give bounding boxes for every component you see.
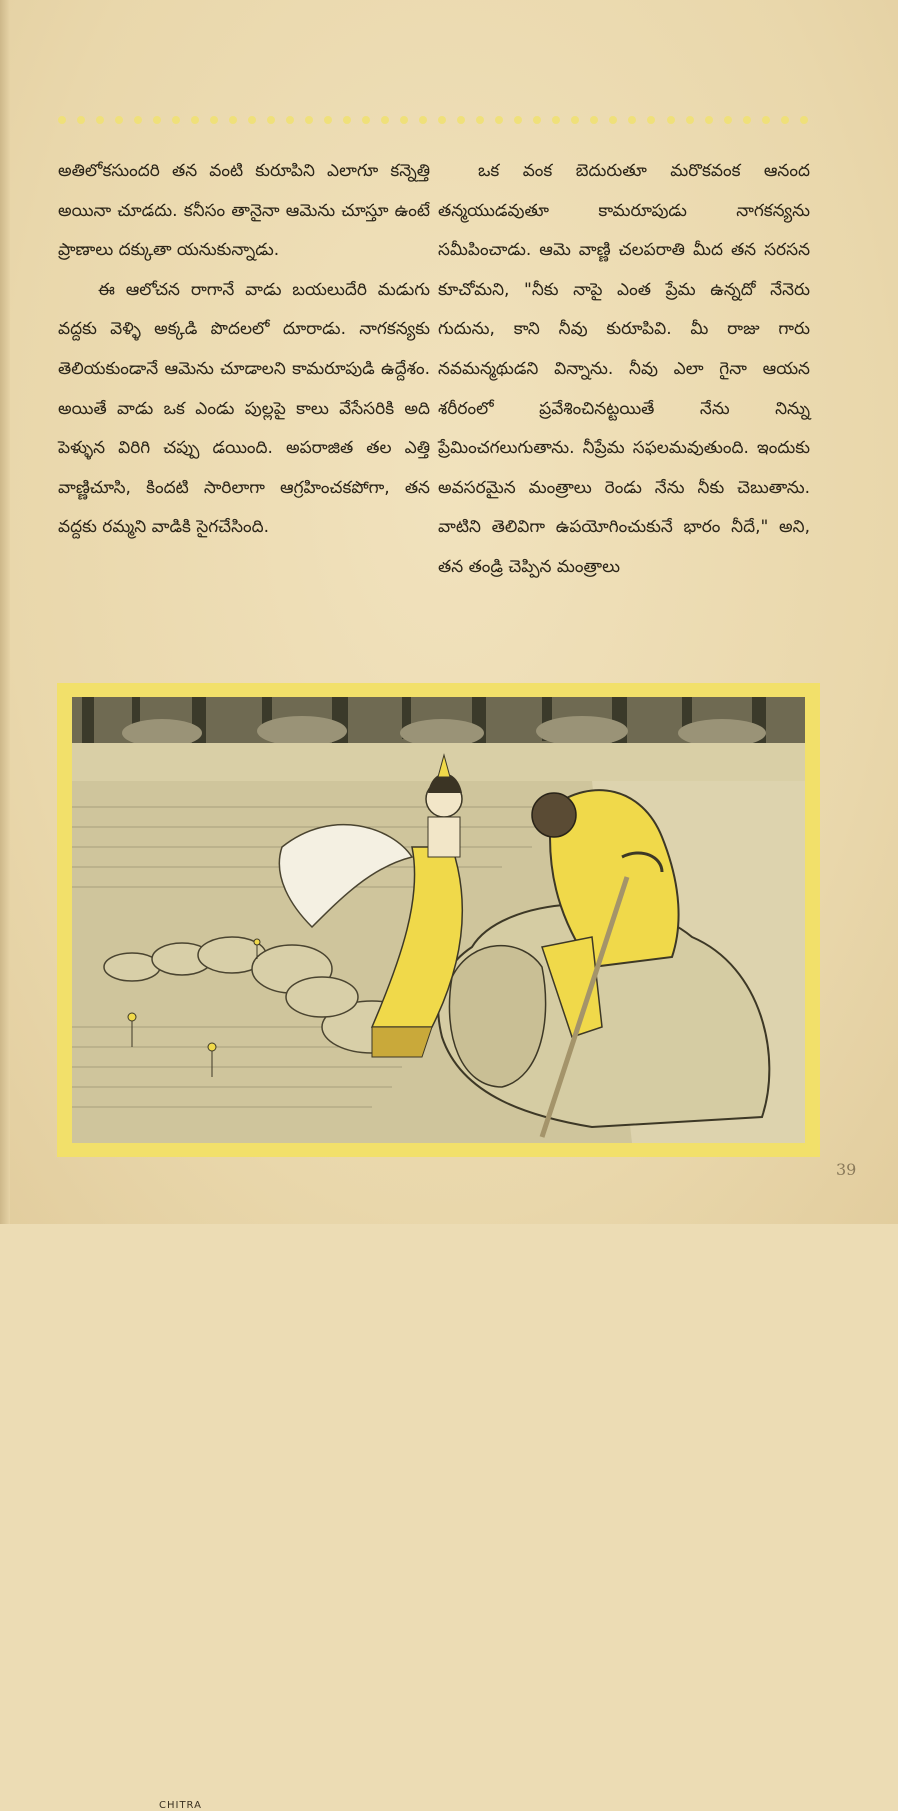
artist-signature: CHITRA (159, 1800, 202, 1811)
decorative-dot (134, 116, 142, 124)
decorative-dot (571, 116, 579, 124)
decorative-dot (800, 116, 808, 124)
decorative-dot (438, 116, 446, 124)
page-number: 39 (836, 1160, 857, 1179)
paragraph: అతిలోకసుందరి తన వంటి కురూపిని ఎలాగూ కన్నెత్తి అయినా చూడదు. కనీసం తానైనా ఆమెను చూస్తూ ఉంటే ప్రాణాలు దక్కుతా యనుకున్నాడు. (58, 161, 430, 261)
decorative-dot (305, 116, 313, 124)
left-text-column (58, 152, 430, 548)
decorative-dot (457, 116, 465, 124)
decorative-dot (667, 116, 675, 124)
decorative-dot (647, 116, 655, 124)
illustration-frame (57, 683, 820, 1811)
decorative-dot (590, 116, 598, 124)
decorative-dot (343, 116, 351, 124)
decorative-dot (628, 116, 636, 124)
right-text-column (438, 152, 810, 588)
decorative-dot (267, 116, 275, 124)
illustration-naga-maiden-and-hunchback-icon (72, 697, 805, 1143)
decorative-dot (286, 116, 294, 124)
decorative-dot (172, 116, 180, 124)
decorative-dot (552, 116, 560, 124)
decorative-dot (743, 116, 751, 124)
decorative-dot (724, 116, 732, 124)
decorative-dot (781, 116, 789, 124)
page-binding-edge (0, 0, 10, 1224)
decorative-dot (400, 116, 408, 124)
decorative-dot (609, 116, 617, 124)
decorative-dot (77, 116, 85, 124)
paragraph: ఒక వంక బెదురుతూ మరొకవంక ఆనంద తన్మయుడవుతూ కామరూపుడు నాగకన్యను సమీపించాడు. ఆమె వాణ్ణి చలపరాతి మీద తన సరసన కూచోమని, "నీకు నాపై ఎంత ప్రేమ ఉన్నదో నేనెరు గుదును, కాని నీవు కురూపివి. మీ రాజు గారు నవమన్మథుడని విన్నాను. నీవు ఎలా గైనా ఆయన శరీరంలో ప్రవేశించినట్టయితే నేను నిన్ను ప్రేమించగలుగుతాను. నీప్రేమ సఫలమవుతుంది. ఇందుకు అవసరమైన మంత్రాలు రెండు నేను నీకు చెబుతాను. వాటిని తెలివిగా ఉపయోగించుకునే భారం నీదే," అని, తన తండ్రి చెప్పిన మంత్రాలు (438, 161, 810, 577)
paragraph: ఈ ఆలోచన రాగానే వాడు బయలుదేరి మడుగు వద్దకు వెళ్ళి అక్కడి పొదలలో దూరాడు. నాగకన్యకు తెలియకుండానే ఆమెను చూడాలని కామరూపుడి ఉద్దేశం. అయితే వాడు ఒక ఎండు పుల్లపై కాలు వేసేసరికి అది పెళ్ళున విరిగి చప్పు డయింది. అపరాజిత తల ఎత్తి వాణ్ణిచూసి, కిందటి సారిలాగా ఆగ్రహించకపోగా, తన వద్దకు రమ్మని వాడికి సైగచేసింది. (58, 279, 430, 538)
decorative-dot (419, 116, 427, 124)
decorative-dot (191, 116, 199, 124)
decorative-dot (686, 116, 694, 124)
decorative-dot (153, 116, 161, 124)
decorative-dot (248, 116, 256, 124)
decorative-dot (115, 116, 123, 124)
decorative-dot-border (58, 112, 808, 128)
decorative-dot (495, 116, 503, 124)
decorative-dot (476, 116, 484, 124)
decorative-dot (324, 116, 332, 124)
decorative-dot (96, 116, 104, 124)
decorative-dot (58, 116, 66, 124)
decorative-dot (533, 116, 541, 124)
decorative-dot (762, 116, 770, 124)
decorative-dot (229, 116, 237, 124)
decorative-dot (381, 116, 389, 124)
decorative-dot (210, 116, 218, 124)
decorative-dot (362, 116, 370, 124)
decorative-dot (705, 116, 713, 124)
decorative-dot (514, 116, 522, 124)
